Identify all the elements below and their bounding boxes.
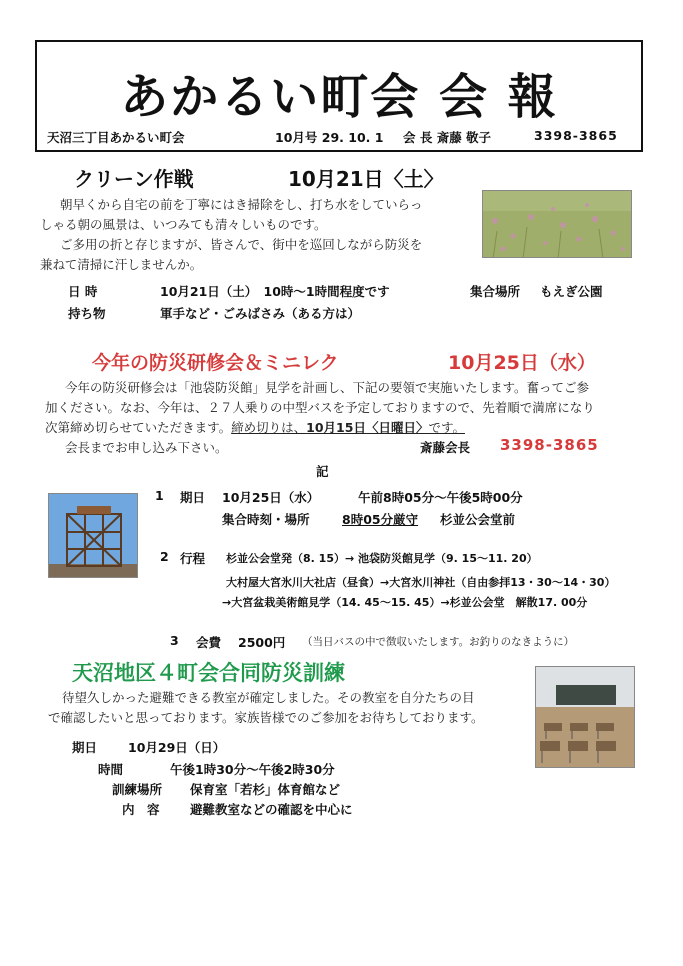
drill-date-label: 期日 [72, 740, 98, 755]
cleanup-para-line: しゃる朝の風景は、いつみても清々しいものです。 [40, 217, 327, 232]
masthead-box [35, 40, 643, 152]
deadline-suffix: です。 [428, 420, 465, 435]
drill-place-label: 訓練場所 [112, 782, 163, 797]
deadline-text: 締め切りは、 [231, 420, 307, 435]
association-name: 天沼三丁目あかるい町会 [47, 130, 185, 145]
meet-label: 集合時刻・場所 [222, 512, 310, 527]
item2-number: 2 [160, 549, 169, 564]
cleanup-date: 10月21日〈土〉 [288, 167, 444, 191]
meet-place: 杉並公会堂前 [440, 512, 516, 527]
item2-label: 行程 [180, 551, 206, 566]
disaster-center-photo [48, 493, 138, 578]
training-heading: 今年の防災研修会＆ミニレク [92, 352, 339, 374]
deadline-date: 10月15日〈日曜日〉 [306, 420, 429, 435]
meet-time: 8時05分厳守 [342, 512, 419, 527]
drill-time-label: 時間 [98, 762, 124, 777]
classroom-photo [535, 666, 635, 768]
flower-field-photo [482, 190, 632, 258]
cleanup-items-value: 軍手など・ごみばさみ（ある方は） [160, 306, 361, 321]
item1-time: 午前8時05分～午後5時00分 [358, 490, 523, 505]
training-para-line-3: 次第締め切らせていただきます。 [45, 420, 232, 435]
flower-field-image [483, 191, 632, 258]
item1-date: 10月25日（水） [222, 490, 320, 505]
apply-text: 会長までお申し込み下さい。 [65, 440, 228, 455]
contact-phone: 3398-3865 [534, 128, 618, 143]
cleanup-heading: クリーン作戦 [74, 167, 194, 191]
cleanup-datetime-label: 日 時 [68, 284, 98, 299]
item3-number: 3 [170, 633, 179, 648]
drill-para-line: 待望久しかった避難できる教室が確定しました。その教室を自分たちの目 [62, 690, 475, 705]
cleanup-place-value: もえぎ公園 [540, 284, 603, 299]
training-para-line [45, 418, 655, 438]
item1-number: 1 [155, 488, 164, 503]
cleanup-place-label: 集合場所 [470, 284, 521, 299]
route-line-2: 大村屋大宮氷川大社店（昼食）→大宮氷川神社（自由参拝13・30～14・30） [226, 576, 616, 589]
training-para-line: 加ください。なお、今年は、２７人乗りの中型バスを予定しておりますので、先着順で満席になり [45, 400, 595, 415]
drill-place-value: 保育室「若杉」体育館など [190, 782, 341, 797]
masthead-subline [47, 128, 637, 150]
newsletter-title: あかるい町会 会 報 [120, 69, 558, 125]
cleanup-para-line: ご多用の折と存じますが、皆さんで、街中を巡回しながら防災を [60, 237, 423, 252]
drill-heading: 天沼地区４町会合同防災訓練 [72, 661, 345, 685]
drill-paragraph [48, 688, 534, 728]
drill-date-value: 10月29日（日） [128, 740, 226, 755]
route-line-3: →大宮盆栽美術館見学（14. 45～15. 45）→杉並公会堂 解散17. 00分 [222, 596, 588, 609]
training-para-line: 今年の防災研修会は「池袋防災館」見学を計画し、下記の要領で実施いたします。奮ってご参 [65, 380, 590, 395]
drill-content-value: 避難教室などの確認を中心に [190, 802, 353, 817]
president-name: 会 長 斎藤 敬子 [403, 130, 492, 145]
drill-content-label: 内 容 [122, 802, 160, 817]
apply-phone: 3398-3865 [500, 436, 599, 454]
training-date: 10月25日（水） [448, 352, 596, 374]
classroom-image [536, 667, 635, 768]
drill-time-value: 午後1時30分～午後2時30分 [170, 762, 335, 777]
drill-para-line: で確認したいと思っております。家族皆様でのご参加をお待ちしております。 [48, 710, 484, 725]
cleanup-items-label: 持ち物 [68, 306, 106, 321]
item3-fee: 2500円 [238, 635, 286, 650]
item3-note: （当日バスの中で徴収いたします。お釣りのなきように） [302, 636, 575, 648]
issue-number: 10月号 29. 10. 1 [275, 130, 384, 145]
disaster-center-image [49, 494, 138, 578]
ki-mark: 記 [316, 464, 329, 479]
cleanup-paragraph [40, 195, 480, 275]
cleanup-datetime-value: 10月21日（土） 10時～1時間程度です [160, 284, 390, 299]
apply-name: 斎藤会長 [420, 440, 471, 455]
route-line-1: 杉並公会堂発（8. 15）→ 池袋防災館見学（9. 15～11. 20） [226, 552, 538, 565]
cleanup-para-line: 朝早くから自宅の前を丁寧にはき掃除をし、打ち水をしていらっ [60, 197, 423, 212]
item3-label: 会費 [196, 635, 222, 650]
item1-label: 期日 [180, 490, 206, 505]
cleanup-para-line: 兼ねて清掃に汗しませんか。 [40, 257, 203, 272]
